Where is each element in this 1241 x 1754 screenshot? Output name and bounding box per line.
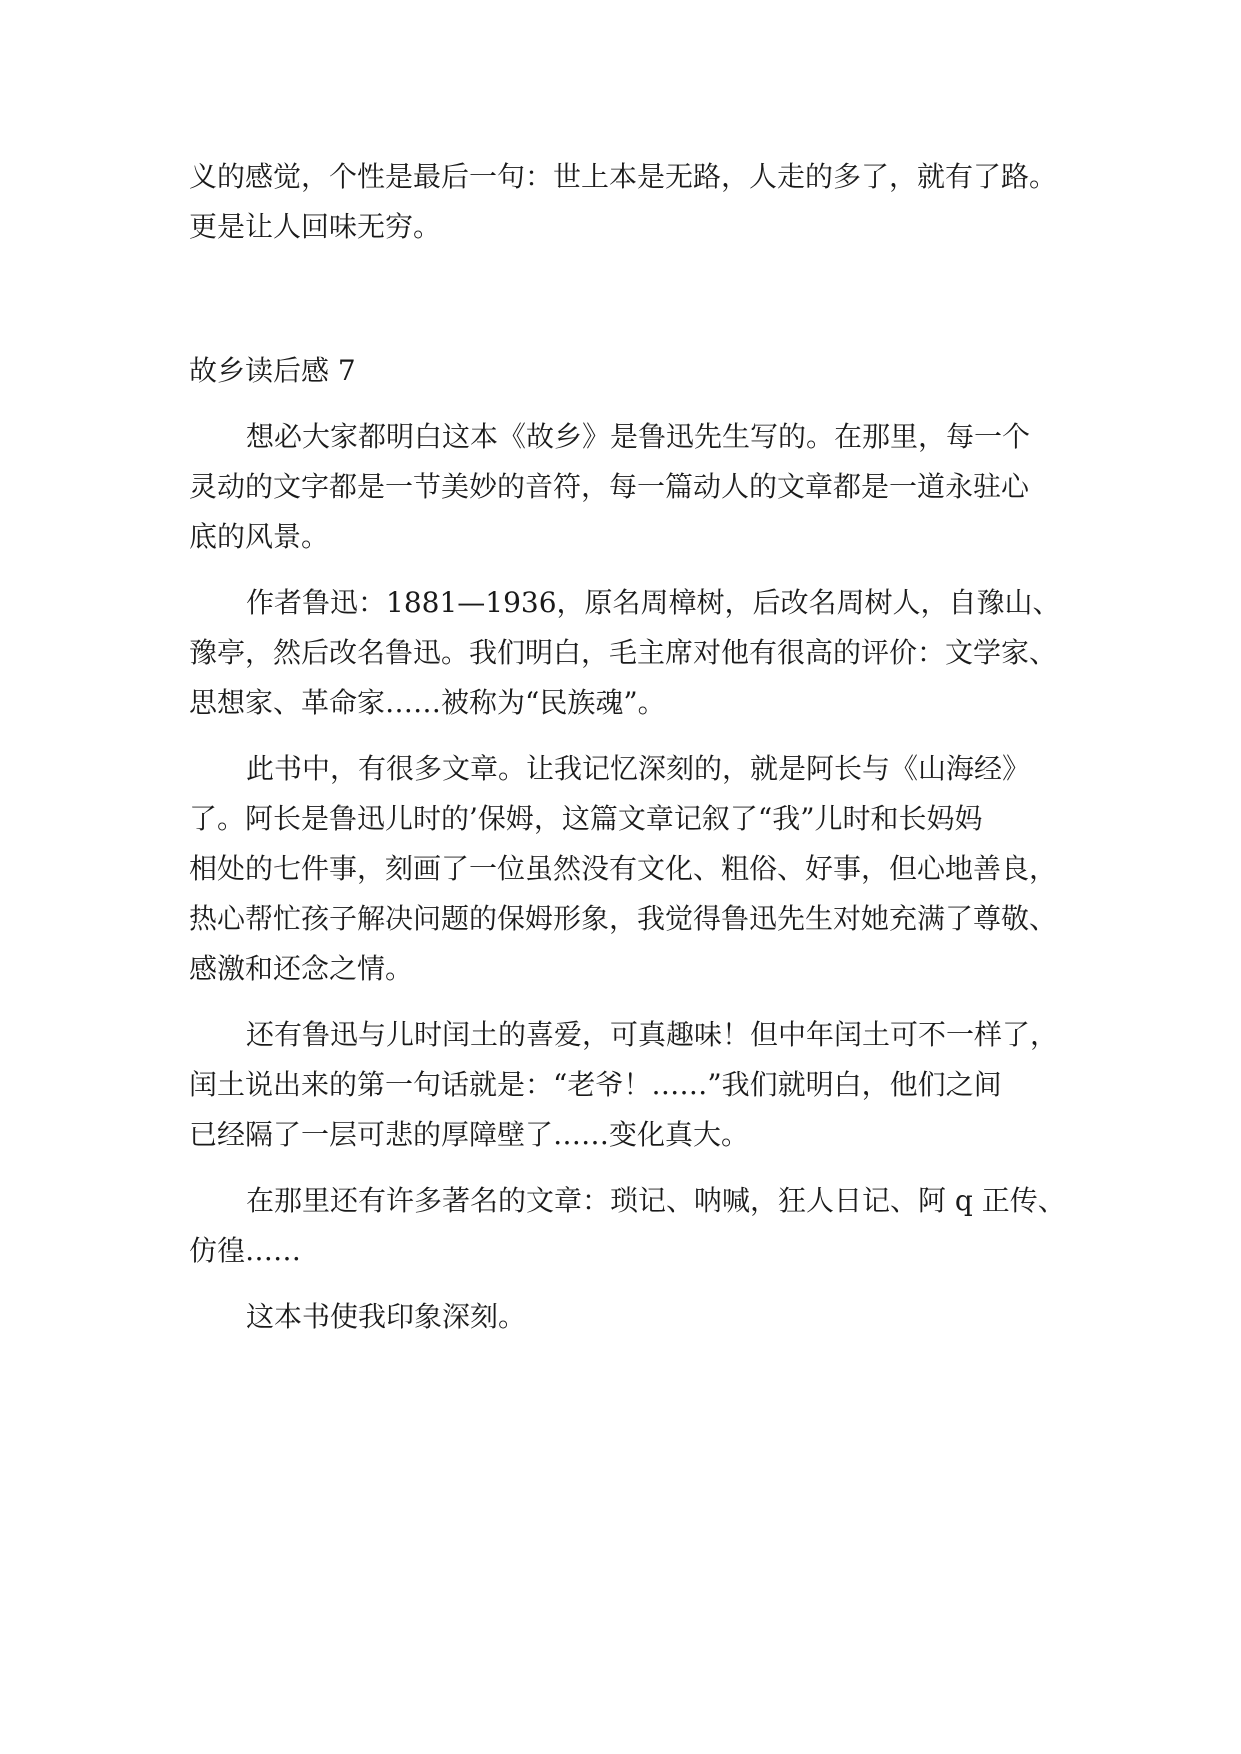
- text-line: 相处的七件事，刻画了一位虽然没有文化、粗俗、好事，但心地善良，: [189, 852, 1058, 885]
- text-line: 感激和还念之情。: [189, 952, 414, 985]
- text-line: 闰土说出来的第一句话就是：“老爷！……”我们就明白，他们之间: [189, 1068, 1002, 1101]
- text-line: 想必大家都明白这本《故乡》是鲁迅先生写的。在那里，每一个: [246, 420, 1031, 453]
- text-line: 这本书使我印象深刻。: [246, 1300, 527, 1333]
- text-line: 此书中，有很多文章。让我记忆深刻的，就是阿长与《山海经》: [246, 752, 1031, 785]
- paragraph-6: [189, 1292, 1069, 1342]
- continued-paragraph: [189, 152, 1069, 252]
- section-title: 故乡读后感 7: [189, 354, 356, 387]
- text-line: 热心帮忙孩子解决问题的保姆形象，我觉得鲁迅先生对她充满了尊敬、: [189, 902, 1058, 935]
- text-line: 了。阿长是鲁迅儿时的’保姆，这篇文章记叙了“我”儿时和长妈妈: [189, 802, 983, 835]
- text-line: 还有鲁迅与儿时闰土的喜爱，可真趣味！但中年闰土可不一样了，: [246, 1018, 1059, 1051]
- paragraph-1: [189, 412, 1069, 562]
- paragraph-4: [189, 1010, 1069, 1160]
- text-line: 更是让人回味无穷。: [189, 210, 442, 243]
- text-line: 作者鲁迅：1881—1936，原名周樟树，后改名周树人，自豫山、: [246, 586, 1061, 619]
- text-line: 仿徨……: [189, 1234, 302, 1267]
- text-line: 在那里还有许多著名的文章：琐记、呐喊，狂人日记、阿 q 正传、: [246, 1184, 1066, 1217]
- text-line: 已经隔了一层可悲的厚障壁了……变化真大。: [189, 1118, 750, 1151]
- text-line: 义的感觉，个性是最后一句：世上本是无路，人走的多了，就有了路。: [189, 160, 1058, 193]
- document-page: [189, 152, 1069, 1358]
- text-line: 灵动的文字都是一节美妙的音符，每一篇动人的文章都是一道永驻心: [189, 470, 1030, 503]
- text-line: 豫亭，然后改名鲁迅。我们明白，毛主席对他有很高的评价：文学家、: [189, 636, 1058, 669]
- text-line: 底的风景。: [189, 520, 330, 553]
- text-line: 思想家、革命家……被称为“民族魂”。: [189, 686, 666, 719]
- paragraph-2: [189, 578, 1069, 728]
- paragraph-5: [189, 1176, 1069, 1276]
- paragraph-3: [189, 744, 1069, 994]
